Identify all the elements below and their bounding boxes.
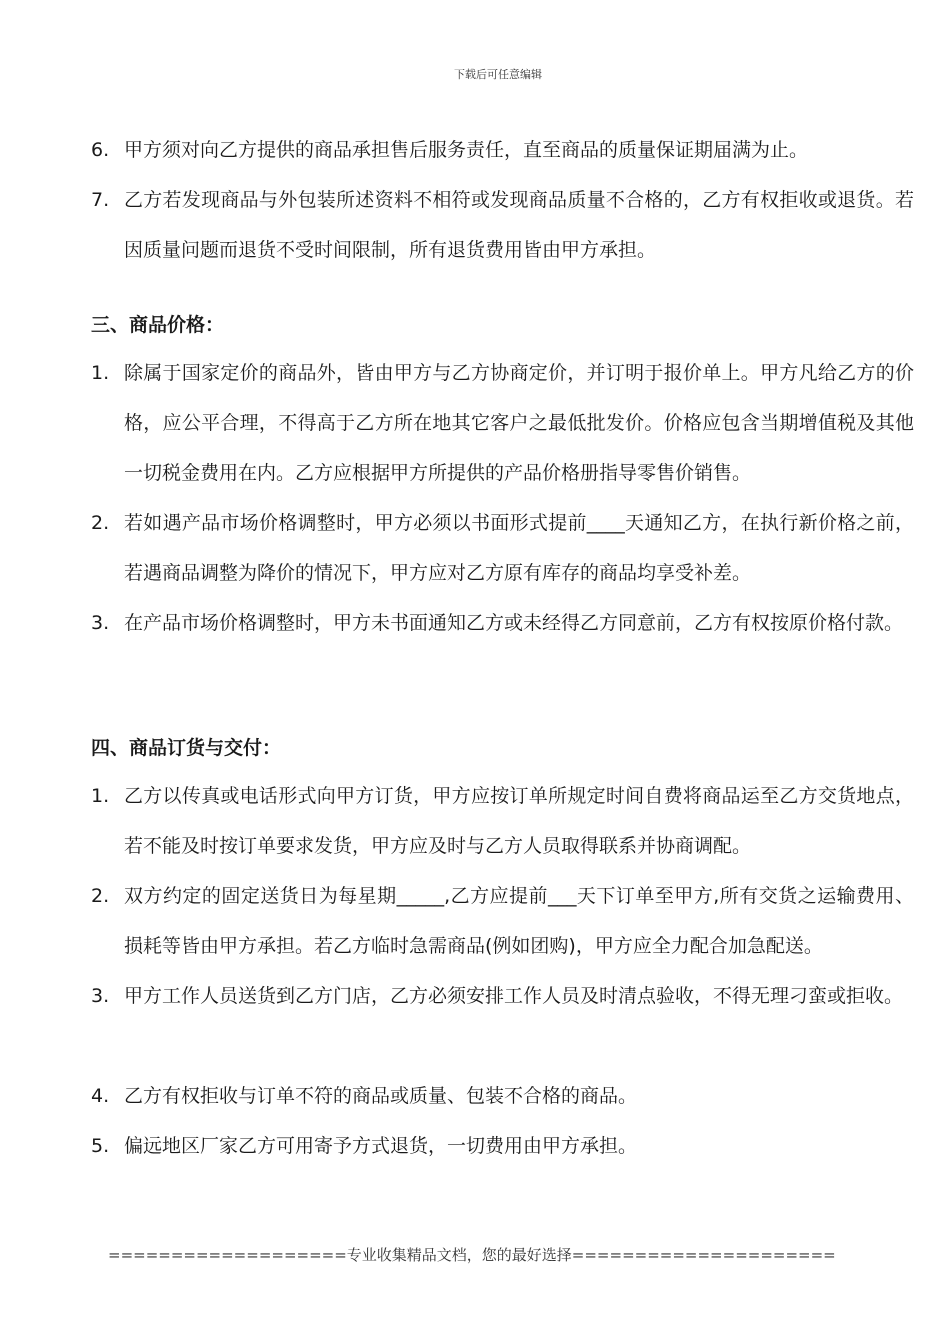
item-text: 若如遇产品市场价格调整时，甲方必须以书面形式提前____天通知乙方，在执行新价格之前，若遇商品调整为降价的情况下，甲方应对乙方原有库存的商品均享受补差。 xyxy=(124,512,914,584)
item-number: 4. xyxy=(91,1085,110,1107)
item-text: 双方约定的固定送货日为每星期_____,乙方应提前___天下订单至甲方,所有交货之运输费用、损耗等皆由甲方承担。若乙方临时急需商品(例如团购)，甲方应全力配合加急配送。 xyxy=(124,885,914,957)
item-number: 3. xyxy=(91,612,110,634)
item-number: 1. xyxy=(91,785,110,807)
item-text: 除属于国家定价的商品外，皆由甲方与乙方协商定价，并订明于报价单上。甲方凡给乙方的价格，应公平合理，不得高于乙方所在地其它客户之最低批发价。价格应包含当期增值税及其他一切税金费用在内。乙方应根据甲方所提供的产品价格册指导零售价销售。 xyxy=(124,362,914,484)
list-item xyxy=(0,771,950,871)
item-number: 6. xyxy=(91,139,110,161)
section-heading-pricing: 三、商品价格： xyxy=(91,314,225,336)
section-heading-ordering: 四、商品订货与交付： xyxy=(91,737,282,759)
list-item xyxy=(0,871,950,971)
item-text: 乙方有权拒收与订单不符的商品或质量、包装不合格的商品。 xyxy=(124,1085,638,1107)
list-item xyxy=(0,971,950,1071)
list-item xyxy=(0,1071,950,1121)
footer-note: ===================专业收集精品文档，您的最好选择===================== xyxy=(108,1246,836,1264)
item-number: 3. xyxy=(91,985,110,1007)
item-text: 甲方须对向乙方提供的商品承担售后服务责任，直至商品的质量保证期届满为止。 xyxy=(124,139,809,161)
list-item xyxy=(0,498,950,598)
list-item xyxy=(0,175,950,275)
header-note: 下载后可任意编辑 xyxy=(454,68,542,81)
item-text: 偏远地区厂家乙方可用寄予方式退货，一切费用由甲方承担。 xyxy=(124,1135,638,1157)
item-text: 乙方以传真或电话形式向甲方订货，甲方应按订单所规定时间自费将商品运至乙方交货地点，若不能及时按订单要求发货，甲方应及时与乙方人员取得联系并协商调配。 xyxy=(124,785,914,857)
item-number: 1. xyxy=(91,362,110,384)
item-text: 乙方若发现商品与外包装所述资料不相符或发现商品质量不合格的，乙方有权拒收或退货。若因质量问题而退货不受时间限制，所有退货费用皆由甲方承担。 xyxy=(124,189,914,261)
item-number: 5. xyxy=(91,1135,110,1157)
list-item xyxy=(0,598,950,698)
item-text: 在产品市场价格调整时，甲方未书面通知乙方或未经得乙方同意前，乙方有权按原价格付款。 xyxy=(124,612,904,634)
item-number: 7. xyxy=(91,189,110,211)
list-item xyxy=(0,1121,950,1171)
list-item xyxy=(0,125,950,175)
item-text: 甲方工作人员送货到乙方门店，乙方必须安排工作人员及时清点验收，不得无理刁蛮或拒收。 xyxy=(124,985,904,1007)
item-number: 2. xyxy=(91,885,110,907)
list-item xyxy=(0,348,950,498)
item-number: 2. xyxy=(91,512,110,534)
